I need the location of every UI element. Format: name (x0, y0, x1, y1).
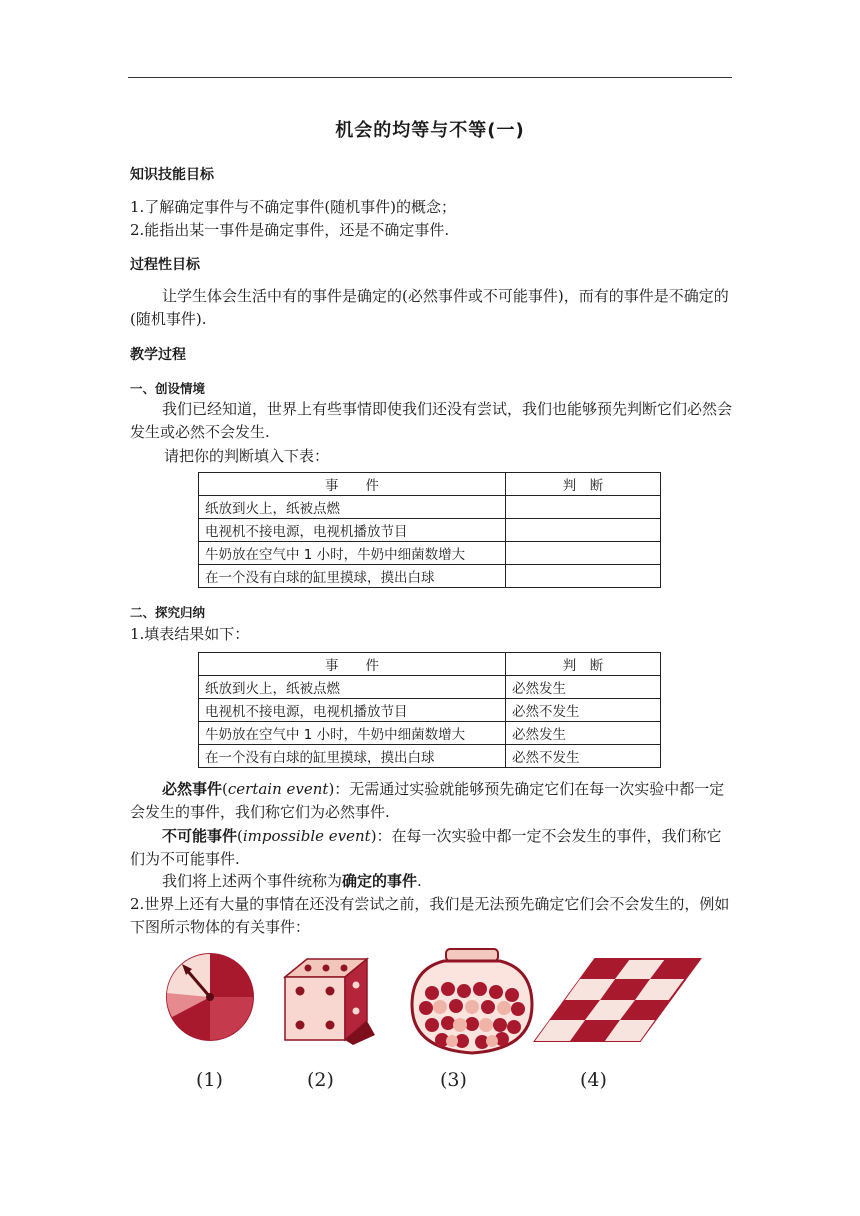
table-cell: 纸放到火上，纸被点燃 (199, 496, 506, 519)
impossible-term: 不可能事件 (162, 827, 238, 845)
table-header-event: 事 件 (199, 473, 506, 496)
process-text: 让学生体会生活中有的事件是确定的(必然事件或不可能事件)，而有的事件是不确定的(随机事件). (130, 287, 729, 328)
table-header-judgement: 判 断 (506, 653, 661, 676)
process-heading: 过程性目标 (130, 257, 200, 273)
certain-term: 必然事件 (162, 780, 223, 798)
combined-term: 确定的事件 (342, 872, 418, 890)
figure-caption-4: (4) (580, 1069, 607, 1091)
table-row (199, 542, 661, 565)
table-row (199, 496, 661, 519)
judgement-table-filled (198, 652, 661, 768)
table-cell: 纸放到火上，纸被点燃 (199, 676, 506, 699)
table-cell: 在一个没有白球的缸里摸球，摸出白球 (199, 745, 506, 768)
part2-item-2: 2.世界上还有大量的事情在还没有尝试之前，我们是无法预先确定它们会不会发生的，例如下图所示物体的有关事件： (130, 895, 730, 936)
table-cell (506, 519, 661, 542)
knowledge-heading: 知识技能目标 (130, 167, 214, 183)
judgement-table-blank (198, 472, 661, 588)
certain-event-definition: 必然事件(certain event)：无需通过实验就能够预先确定它们在每一次实验中都一定会发生的事件，我们称它们为必然事件. (130, 780, 725, 821)
table-cell (506, 565, 661, 588)
table-row (199, 699, 661, 722)
header-rule (128, 77, 732, 78)
table-header-judgement: 判 断 (506, 473, 661, 496)
table-cell (506, 542, 661, 565)
table-cell: 必然发生 (506, 722, 661, 745)
teaching-heading: 教学过程 (130, 347, 186, 363)
impossible-term-en: impossible event (242, 827, 371, 845)
table-row (199, 676, 661, 699)
figure-caption-2: (2) (307, 1069, 334, 1091)
part1-prompt: 请把你的判断填入下表： (164, 447, 330, 465)
part2-item-1: 1.填表结果如下： (130, 625, 250, 643)
part1-text: 我们已经知道，世界上有些事情即使我们还没有尝试，我们也能够预先判断它们必然会发生或必然不会发生. (130, 400, 733, 441)
table-cell: 在一个没有白球的缸里摸球，摸出白球 (199, 565, 506, 588)
figure-caption-3: (3) (440, 1069, 467, 1091)
part2-heading: 二、探究归纳 (130, 605, 206, 620)
combined-suffix: . (417, 872, 422, 890)
table-cell: 必然不发生 (506, 745, 661, 768)
table-cell: 必然发生 (506, 676, 661, 699)
table-cell (506, 496, 661, 519)
table-cell: 电视机不接电源，电视机播放节目 (199, 519, 506, 542)
table-row (199, 519, 661, 542)
impossible-event-definition: 不可能事件(impossible event)：在每一次实验中都一定不会发生的事件，我们称它们为不可能事件. (130, 827, 722, 868)
certain-text: ：无需通过实验就能够预先确定它们在每一次实验中都一定会发生的事件，我们称它们为必然事件. (130, 780, 725, 821)
combined-prefix: 我们将上述两个事件统称为 (162, 872, 343, 890)
certain-term-en: certain event (227, 780, 329, 798)
table-row (199, 565, 661, 588)
knowledge-item-2: 2.能指出某一事件是确定事件，还是不确定事件. (130, 221, 450, 239)
table-cell: 牛奶放在空气中 1 小时，牛奶中细菌数增大 (199, 542, 506, 565)
table-row (199, 722, 661, 745)
combined-definition (130, 870, 732, 893)
part1-heading: 一、创设情境 (130, 381, 206, 396)
checkered-board-figure (535, 959, 700, 1041)
table-cell: 电视机不接电源，电视机播放节目 (199, 699, 506, 722)
table-cell: 必然不发生 (506, 699, 661, 722)
impossible-text: ：在每一次实验中都一定不会发生的事件，我们称它们为不可能事件. (130, 827, 722, 868)
table-header-row (199, 653, 661, 676)
jar-figure (412, 949, 532, 1053)
table-row (199, 745, 661, 768)
table-header-event: 事 件 (199, 653, 506, 676)
figure-caption-1: (1) (196, 1069, 223, 1091)
table-header-row (199, 473, 661, 496)
page-title: 机会的均等与不等(一) (335, 120, 525, 141)
knowledge-item-1: 1.了解确定事件与不确定事件(随机事件)的概念； (130, 198, 457, 216)
die-figure (285, 959, 375, 1045)
spinner-figure (167, 954, 253, 1040)
table-cell: 牛奶放在空气中 1 小时，牛奶中细菌数增大 (199, 722, 506, 745)
